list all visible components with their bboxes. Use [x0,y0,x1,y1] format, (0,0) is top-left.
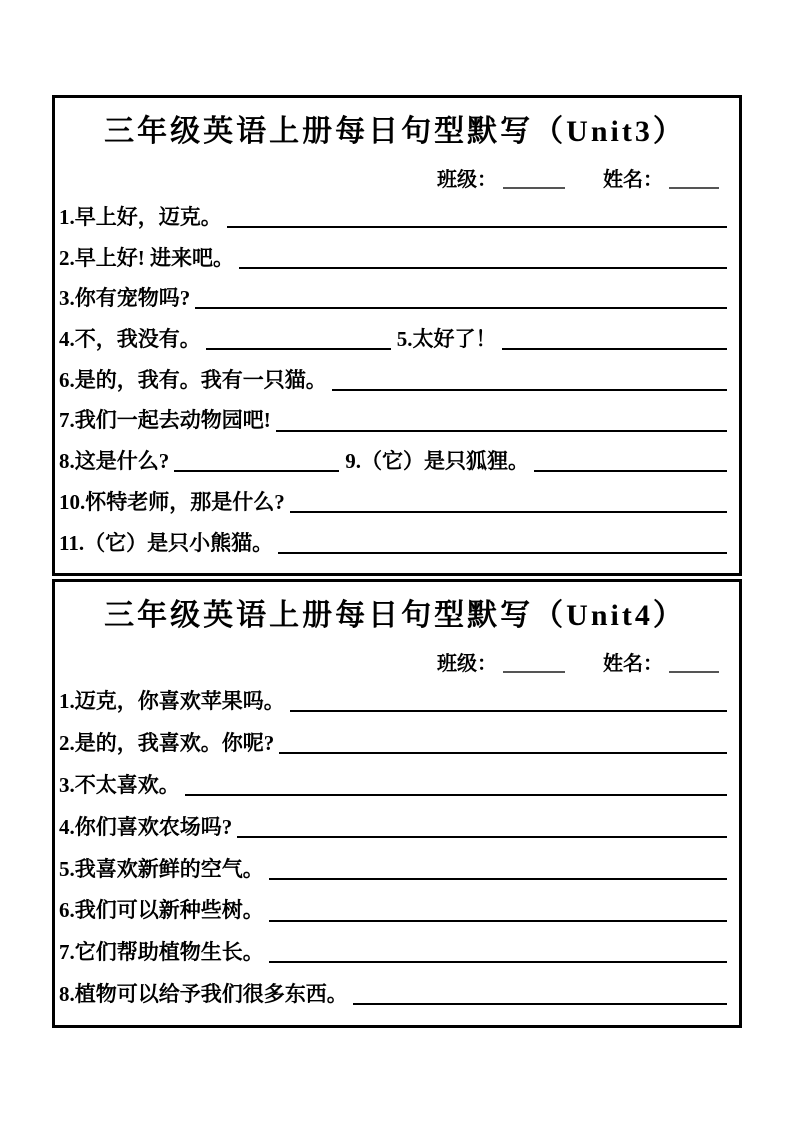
answer-blank-line [239,263,727,269]
item-row [59,982,731,1006]
item-text: 10.怀特老师，那是什么? [59,489,285,514]
item-text: 8.这是什么? [59,449,170,474]
answer-blank-line [269,957,727,963]
item-row [59,940,731,964]
item-row [59,368,731,392]
item-text: 4.你们喜欢农场吗? [59,814,233,839]
item-row [59,857,731,881]
answer-blank-line [276,426,727,432]
answer-blank-line [195,303,727,309]
name-label: 姓名： [603,168,663,191]
item-text: 6.是的，我有。我有一只猫。 [59,367,327,392]
name-blank-line [669,187,719,189]
item-row [59,490,731,514]
item-text: 5.我喜欢新鲜的空气。 [59,856,264,881]
item-text: 8.植物可以给予我们很多东西。 [59,982,348,1007]
answer-blank-line [206,344,391,350]
section-title: 三年级英语上册每日句型默写（Unit3） [104,115,686,148]
answer-blank-line [174,466,339,472]
item-row [59,205,731,229]
class-label: 班级： [437,652,497,675]
answer-blank-line [269,874,727,880]
item-row [59,815,731,839]
item-row [59,408,731,432]
worksheet-section-unit3 [52,95,742,576]
answer-blank-line [269,916,727,922]
answer-blank-line [353,999,727,1005]
item-text: 5.太好了！ [396,326,497,351]
item-list [59,197,731,564]
item-row [59,531,731,555]
answer-blank-line [237,832,727,838]
item-text: 7.我们一起去动物园吧! [59,408,271,433]
answer-blank-line [227,222,727,228]
class-name-row [59,653,731,675]
item-text: 4.不，我没有。 [59,326,201,351]
answer-blank-line [185,790,727,796]
name-blank-line [669,671,719,673]
item-row [59,898,731,922]
item-row [59,286,731,310]
class-blank-line [503,671,565,673]
section-title: 三年级英语上册每日句型默写（Unit4） [104,599,686,632]
class-name-row [59,169,731,191]
item-text: 2.早上好! 进来吧。 [59,245,234,270]
item-list [59,681,731,1016]
class-blank-line [503,187,565,189]
item-text: 2.是的，我喜欢。你呢? [59,731,275,756]
class-label: 班级： [437,168,497,191]
worksheet-section-unit4 [52,579,742,1028]
item-row [59,327,731,351]
name-label: 姓名： [603,652,663,675]
item-text: 3.你有宠物吗? [59,286,191,311]
item-row [59,449,731,473]
item-row [59,689,731,713]
item-row [59,731,731,755]
answer-blank-line [502,344,728,350]
item-text: 6.我们可以新种些树。 [59,898,264,923]
item-text: 1.早上好，迈克。 [59,204,222,229]
answer-blank-line [332,385,727,391]
answer-blank-line [290,507,727,513]
answer-blank-line [290,706,727,712]
item-row [59,773,731,797]
item-text: 7.它们帮助植物生长。 [59,940,264,965]
answer-blank-line [534,466,727,472]
answer-blank-line [278,548,727,554]
item-text: 3.不太喜欢。 [59,772,180,797]
item-row [59,246,731,270]
item-text: 11.（它）是只小熊猫。 [59,530,274,555]
answer-blank-line [279,748,727,754]
item-text: 9.（它）是只狐狸。 [345,449,529,474]
item-text: 1.迈克，你喜欢苹果吗。 [59,689,285,714]
